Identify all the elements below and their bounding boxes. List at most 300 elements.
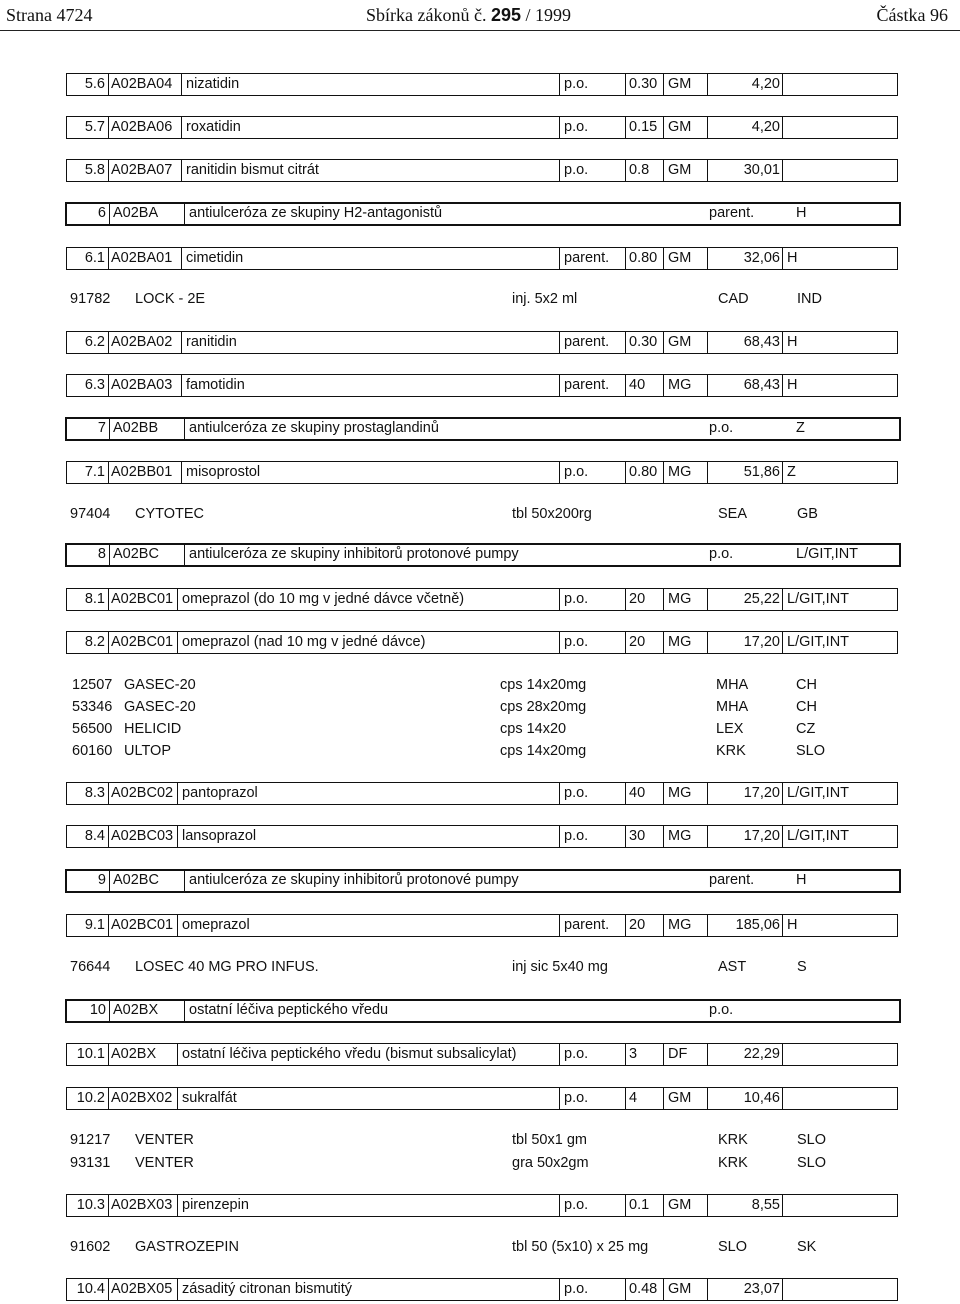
group-row	[65, 417, 901, 441]
dose-unit: MG	[668, 917, 692, 933]
dose-unit: MG	[668, 634, 692, 650]
price: 17,20	[743, 828, 780, 844]
column-separator	[707, 1195, 708, 1216]
route: parent.	[709, 872, 755, 888]
product-code: 53346	[72, 699, 113, 715]
substance-name: nizatidin	[186, 76, 240, 92]
product-manufacturer: LEX	[716, 721, 744, 737]
item-row	[66, 914, 898, 937]
column-separator	[663, 375, 664, 396]
column-separator	[559, 632, 560, 653]
column-separator	[625, 783, 626, 804]
substance-name: famotidin	[186, 377, 245, 393]
item-row	[66, 782, 898, 805]
column-separator	[663, 248, 664, 269]
price: 10,46	[743, 1090, 780, 1106]
dose: 4	[629, 1090, 638, 1106]
dose: 20	[629, 917, 646, 933]
group-name: antiulceróza ze skupiny inhibitorů protonové pumpy	[189, 546, 519, 562]
column-separator	[707, 462, 708, 483]
column-separator	[782, 783, 783, 804]
dose-unit: GM	[668, 1197, 692, 1213]
atc-code: A02BX	[113, 1002, 159, 1018]
column-separator	[707, 375, 708, 396]
item-row	[66, 331, 898, 354]
product-code: 97404	[70, 506, 111, 522]
product-row	[0, 290, 960, 308]
item-row	[66, 825, 898, 848]
route: p.o.	[709, 420, 734, 436]
route: p.o.	[564, 162, 589, 178]
product-country: SLO	[797, 1132, 827, 1148]
item-number: 10.3	[76, 1197, 105, 1213]
column-separator	[663, 1088, 664, 1109]
column-separator	[707, 589, 708, 610]
dose-unit: GM	[668, 334, 692, 350]
column-separator	[181, 160, 182, 181]
column-separator	[782, 160, 783, 181]
column-separator	[108, 589, 109, 610]
product-row	[0, 1131, 960, 1149]
substance-name: omeprazol (nad 10 mg v jedné dávce)	[182, 634, 426, 650]
atc-code: A02BB	[113, 420, 159, 436]
column-separator	[559, 1279, 560, 1300]
collection-number: 295	[490, 5, 522, 25]
column-separator	[707, 1044, 708, 1065]
route: p.o.	[564, 76, 589, 92]
column-separator	[559, 462, 560, 483]
column-separator	[625, 332, 626, 353]
column-separator	[109, 204, 110, 224]
column-separator	[782, 462, 783, 483]
indication-flag: L/GIT,INT	[787, 591, 850, 607]
product-row	[0, 1154, 960, 1172]
item-number: 5.7	[84, 119, 105, 135]
group-number: 8	[97, 546, 106, 562]
column-separator	[663, 1195, 664, 1216]
group-name: antiulceróza ze skupiny prostaglandinů	[189, 420, 439, 436]
route: p.o.	[564, 785, 589, 801]
column-separator	[559, 117, 560, 138]
product-code: 12507	[72, 677, 113, 693]
column-separator	[177, 1088, 178, 1109]
column-separator	[663, 117, 664, 138]
dose: 3	[629, 1046, 638, 1062]
collection-title	[366, 5, 571, 26]
substance-name: lansoprazol	[182, 828, 257, 844]
column-separator	[108, 375, 109, 396]
product-manufacturer: AST	[718, 959, 747, 975]
column-separator	[177, 826, 178, 847]
route: parent.	[564, 334, 610, 350]
route: p.o.	[564, 1281, 589, 1297]
dose-unit: GM	[668, 119, 692, 135]
column-separator	[782, 248, 783, 269]
atc-code: A02BC01	[111, 917, 174, 933]
item-row	[66, 588, 898, 611]
column-separator	[625, 1044, 626, 1065]
group-number: 9	[97, 872, 106, 888]
column-separator	[625, 117, 626, 138]
dose-unit: GM	[668, 1090, 692, 1106]
product-country: CH	[796, 677, 817, 693]
substance-name: pirenzepin	[182, 1197, 249, 1213]
dose: 0.1	[629, 1197, 650, 1213]
item-number: 5.8	[84, 162, 105, 178]
page-header	[0, 0, 960, 31]
product-country: SLO	[797, 1155, 827, 1171]
dose: 30	[629, 828, 646, 844]
route: p.o.	[564, 828, 589, 844]
column-separator	[108, 826, 109, 847]
column-separator	[625, 589, 626, 610]
atc-code: A02BA02	[111, 334, 173, 350]
dose-unit: GM	[668, 162, 692, 178]
column-separator	[559, 375, 560, 396]
product-manufacturer: MHA	[716, 699, 749, 715]
column-separator	[707, 783, 708, 804]
substance-name: ostatní léčiva peptického vředu (bismut subsalicylat)	[182, 1046, 517, 1062]
column-separator	[663, 1279, 664, 1300]
column-separator	[559, 248, 560, 269]
column-separator	[559, 826, 560, 847]
substance-name: ranitidin	[186, 334, 237, 350]
price: 17,20	[743, 634, 780, 650]
column-separator	[177, 1044, 178, 1065]
dose: 0.80	[629, 464, 658, 480]
column-separator	[108, 915, 109, 936]
item-row	[66, 116, 898, 139]
dose-unit: MG	[668, 828, 692, 844]
price: 8,55	[751, 1197, 780, 1213]
column-separator	[707, 826, 708, 847]
price: 23,07	[743, 1281, 780, 1297]
column-separator	[177, 915, 178, 936]
column-separator	[663, 826, 664, 847]
product-country: IND	[797, 291, 822, 307]
group-number: 6	[97, 205, 106, 221]
route: p.o.	[564, 1046, 589, 1062]
item-number: 6.1	[84, 250, 105, 266]
product-row	[0, 505, 960, 523]
column-separator	[707, 117, 708, 138]
substance-name: ranitidin bismut citrát	[186, 162, 319, 178]
dose: 0.30	[629, 334, 658, 350]
product-form: cps 14x20mg	[500, 677, 587, 693]
column-separator	[663, 462, 664, 483]
column-separator	[108, 117, 109, 138]
column-separator	[184, 1001, 185, 1021]
indication-flag: Z	[787, 464, 796, 480]
product-name: HELICID	[124, 721, 182, 737]
item-number: 5.6	[84, 76, 105, 92]
product-form: tbl 50 (5x10) x 25 mg	[512, 1239, 649, 1255]
collection-title-text: Sbírka zákonů č.	[366, 5, 491, 25]
group-number: 7	[97, 420, 106, 436]
product-form: tbl 50x1 gm	[512, 1132, 587, 1148]
product-manufacturer: CAD	[718, 291, 749, 307]
column-separator	[707, 332, 708, 353]
dose: 20	[629, 591, 646, 607]
substance-name: sukralfát	[182, 1090, 237, 1106]
group-number: 10	[89, 1002, 106, 1018]
product-manufacturer: MHA	[716, 677, 749, 693]
product-manufacturer: KRK	[718, 1132, 748, 1148]
column-separator	[782, 332, 783, 353]
substance-name: roxatidin	[186, 119, 241, 135]
column-separator	[177, 1279, 178, 1300]
column-separator	[782, 74, 783, 95]
column-separator	[782, 117, 783, 138]
atc-code: A02BX	[111, 1046, 157, 1062]
product-name: LOCK - 2E	[135, 291, 206, 307]
column-separator	[625, 1195, 626, 1216]
column-separator	[782, 1044, 783, 1065]
product-country: SK	[797, 1239, 817, 1255]
product-form: cps 28x20mg	[500, 699, 587, 715]
column-separator	[559, 915, 560, 936]
column-separator	[108, 632, 109, 653]
column-separator	[559, 783, 560, 804]
item-number: 8.1	[84, 591, 105, 607]
column-separator	[625, 1088, 626, 1109]
price: 68,43	[743, 377, 780, 393]
product-country: GB	[797, 506, 818, 522]
dose: 0.30	[629, 76, 658, 92]
product-form: cps 14x20	[500, 721, 567, 737]
item-number: 9.1	[84, 917, 105, 933]
column-separator	[177, 632, 178, 653]
column-separator	[181, 74, 182, 95]
product-code: 91217	[70, 1132, 111, 1148]
price: 25,22	[743, 591, 780, 607]
route: parent.	[564, 377, 610, 393]
column-separator	[184, 871, 185, 891]
collection-year: / 1999	[521, 5, 572, 25]
product-form: tbl 50x200rg	[512, 506, 592, 522]
product-name: GASTROZEPIN	[135, 1239, 239, 1255]
item-row	[66, 1087, 898, 1110]
indication-flag: H	[787, 250, 798, 266]
column-separator	[625, 915, 626, 936]
column-separator	[663, 160, 664, 181]
product-name: CYTOTEC	[135, 506, 205, 522]
product-name: GASEC-20	[124, 699, 196, 715]
column-separator	[559, 74, 560, 95]
column-separator	[663, 1044, 664, 1065]
column-separator	[707, 1088, 708, 1109]
column-separator	[663, 915, 664, 936]
column-separator	[782, 915, 783, 936]
route: p.o.	[564, 1197, 589, 1213]
route: p.o.	[709, 1002, 734, 1018]
product-code: 93131	[70, 1155, 111, 1171]
column-separator	[663, 589, 664, 610]
route: parent.	[709, 205, 755, 221]
dose-unit: MG	[668, 591, 692, 607]
dose-unit: MG	[668, 464, 692, 480]
route: p.o.	[564, 634, 589, 650]
price: 32,06	[743, 250, 780, 266]
product-name: VENTER	[135, 1155, 194, 1171]
column-separator	[108, 248, 109, 269]
dose: 0.48	[629, 1281, 658, 1297]
group-name: antiulceróza ze skupiny H2-antagonistů	[189, 205, 443, 221]
dose-unit: GM	[668, 76, 692, 92]
route: parent.	[564, 917, 610, 933]
product-form: inj. 5x2 ml	[512, 291, 578, 307]
dose-unit: MG	[668, 377, 692, 393]
atc-code: A02BA04	[111, 76, 173, 92]
column-separator	[184, 204, 185, 224]
column-separator	[108, 1088, 109, 1109]
page-number: Strana 4724	[6, 5, 93, 25]
column-separator	[625, 74, 626, 95]
column-separator	[625, 826, 626, 847]
column-separator	[782, 1195, 783, 1216]
product-row	[0, 742, 960, 760]
route: p.o.	[564, 1090, 589, 1106]
column-separator	[108, 1195, 109, 1216]
item-number: 6.3	[84, 377, 105, 393]
atc-code: A02BX03	[111, 1197, 173, 1213]
group-name: antiulceróza ze skupiny inhibitorů protonové pumpy	[189, 872, 519, 888]
substance-name: cimetidin	[186, 250, 244, 266]
group-row	[65, 869, 901, 893]
indication-flag: L/GIT,INT	[787, 634, 850, 650]
price: 68,43	[743, 334, 780, 350]
indication-flag: H	[787, 917, 798, 933]
column-separator	[625, 160, 626, 181]
column-separator	[559, 332, 560, 353]
route: p.o.	[709, 546, 734, 562]
column-separator	[559, 1088, 560, 1109]
dose-unit: MG	[668, 785, 692, 801]
indication-flag: L/GIT,INT	[787, 828, 850, 844]
indication-flag: Z	[796, 420, 805, 436]
group-row	[65, 999, 901, 1023]
item-number: 8.3	[84, 785, 105, 801]
item-row	[66, 631, 898, 654]
column-separator	[559, 1044, 560, 1065]
column-separator	[181, 462, 182, 483]
item-number: 10.4	[76, 1281, 105, 1297]
group-name: ostatní léčiva peptického vředu	[189, 1002, 389, 1018]
column-separator	[625, 632, 626, 653]
item-row	[66, 159, 898, 182]
column-separator	[177, 783, 178, 804]
column-separator	[625, 375, 626, 396]
product-form: gra 50x2gm	[512, 1155, 589, 1171]
atc-code: A02BC01	[111, 634, 174, 650]
product-manufacturer: SEA	[718, 506, 748, 522]
column-separator	[108, 783, 109, 804]
price: 4,20	[751, 119, 780, 135]
price: 4,20	[751, 76, 780, 92]
atc-code: A02BB01	[111, 464, 173, 480]
price: 51,86	[743, 464, 780, 480]
column-separator	[707, 74, 708, 95]
column-separator	[109, 545, 110, 565]
item-row	[66, 1043, 898, 1066]
item-number: 10.1	[76, 1046, 105, 1062]
atc-code: A02BA	[113, 205, 159, 221]
product-manufacturer: KRK	[716, 743, 746, 759]
indication-flag: H	[796, 205, 807, 221]
dose: 40	[629, 785, 646, 801]
dose: 40	[629, 377, 646, 393]
item-row	[66, 461, 898, 484]
dose-unit: GM	[668, 1281, 692, 1297]
column-separator	[109, 871, 110, 891]
product-name: ULTOP	[124, 743, 172, 759]
column-separator	[782, 1279, 783, 1300]
item-row	[66, 374, 898, 397]
item-number: 6.2	[84, 334, 105, 350]
product-row	[0, 676, 960, 694]
indication-flag: H	[787, 377, 798, 393]
route: parent.	[564, 250, 610, 266]
indication-flag: L/GIT,INT	[787, 785, 850, 801]
product-country: CH	[796, 699, 817, 715]
column-separator	[707, 632, 708, 653]
item-number: 8.4	[84, 828, 105, 844]
atc-code: A02BA07	[111, 162, 173, 178]
product-country: CZ	[796, 721, 816, 737]
column-separator	[625, 248, 626, 269]
column-separator	[177, 1195, 178, 1216]
column-separator	[181, 332, 182, 353]
product-code: 91782	[70, 291, 111, 307]
product-code: 91602	[70, 1239, 111, 1255]
route: p.o.	[564, 464, 589, 480]
substance-name: pantoprazol	[182, 785, 258, 801]
column-separator	[559, 1195, 560, 1216]
atc-code: A02BC01	[111, 591, 174, 607]
item-number: 10.2	[76, 1090, 105, 1106]
product-code: 60160	[72, 743, 113, 759]
item-row	[66, 73, 898, 96]
product-name: LOSEC 40 MG PRO INFUS.	[135, 959, 319, 975]
group-row	[65, 202, 901, 226]
product-name: GASEC-20	[124, 677, 196, 693]
price: 17,20	[743, 785, 780, 801]
column-separator	[663, 783, 664, 804]
item-row	[66, 1278, 898, 1301]
column-separator	[181, 117, 182, 138]
product-form: inj sic 5x40 mg	[512, 959, 608, 975]
column-separator	[625, 462, 626, 483]
column-separator	[663, 74, 664, 95]
column-separator	[663, 632, 664, 653]
dose: 0.8	[629, 162, 650, 178]
column-separator	[559, 589, 560, 610]
product-country: S	[797, 959, 807, 975]
price: 22,29	[743, 1046, 780, 1062]
column-separator	[108, 1279, 109, 1300]
atc-code: A02BX05	[111, 1281, 173, 1297]
dose-unit: DF	[668, 1046, 688, 1062]
column-separator	[782, 375, 783, 396]
column-separator	[184, 419, 185, 439]
column-separator	[707, 915, 708, 936]
column-separator	[559, 160, 560, 181]
column-separator	[707, 160, 708, 181]
atc-code: A02BA06	[111, 119, 173, 135]
dose: 0.80	[629, 250, 658, 266]
atc-code: A02BA03	[111, 377, 173, 393]
column-separator	[782, 632, 783, 653]
